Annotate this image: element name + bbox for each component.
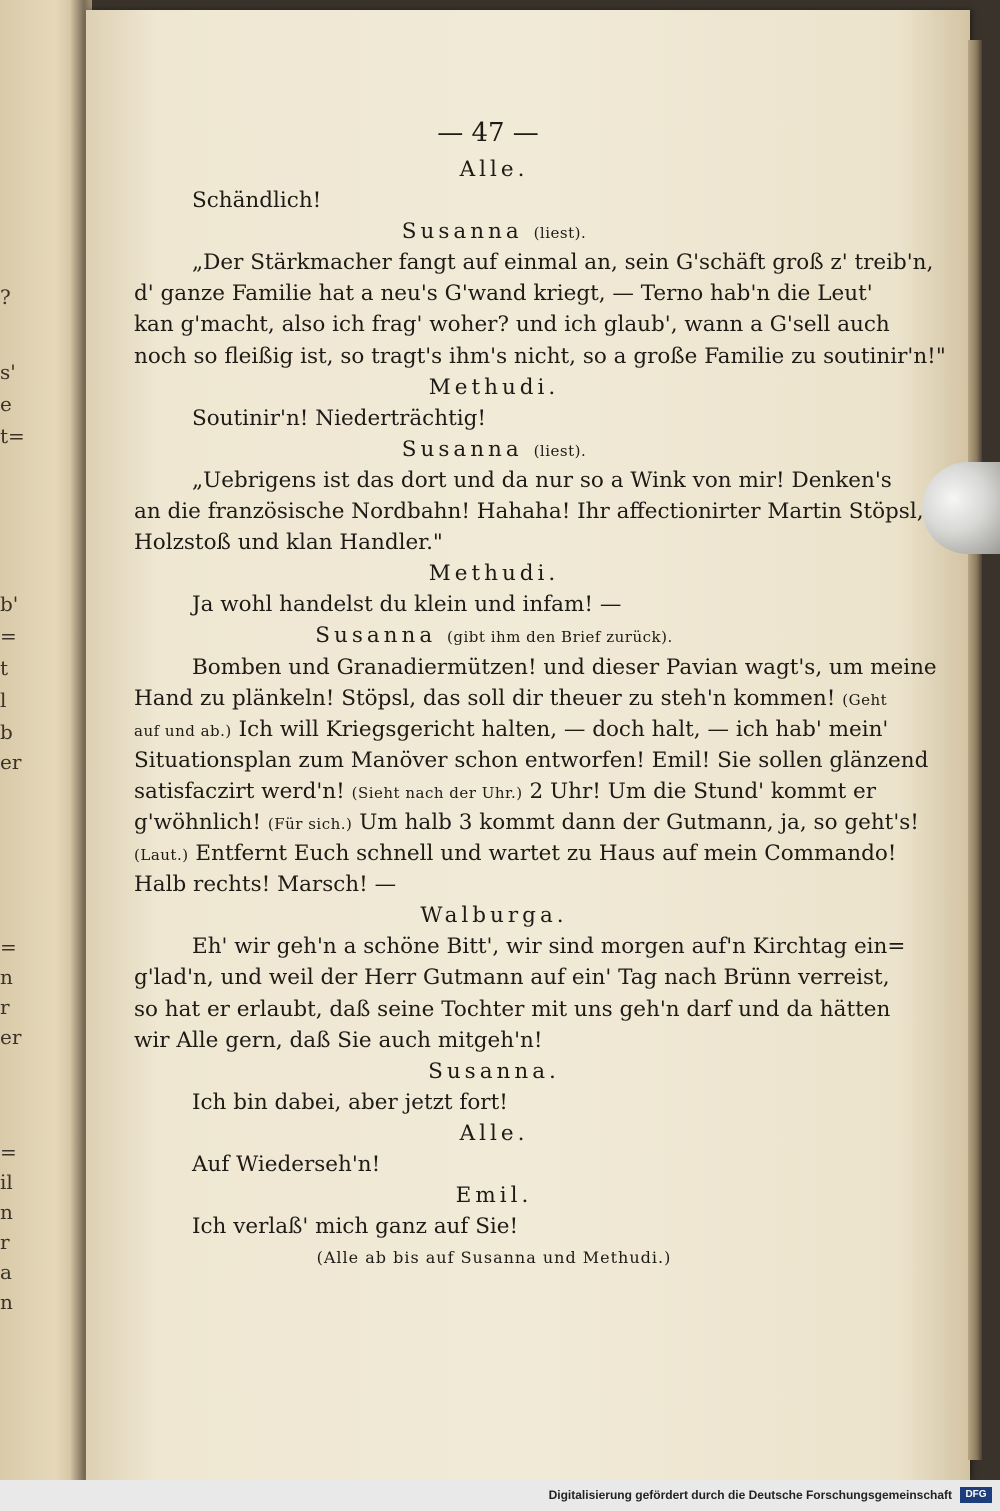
speaker-heading	[134, 216, 854, 247]
line-text: „Der Stärkmacher fangt auf einmal an, sein G'schäft groß z' treib'n,	[192, 250, 934, 276]
line-text: g'lad'n, und weil der Herr Gutmann auf ein' Tag nach Brünn verreist,	[134, 965, 890, 991]
text-line	[134, 1025, 854, 1056]
text-line	[134, 1211, 854, 1242]
line-text: satisfaczirt werd'n!	[134, 778, 345, 804]
stage-direction: (Sieht nach der Uhr.)	[351, 783, 523, 802]
line-text: (Alle ab bis auf Susanna und Methudi.)	[316, 1248, 672, 1268]
left-page-fragment: =	[0, 935, 17, 959]
speaker-heading	[134, 900, 854, 931]
left-page-fragment: a	[0, 1260, 12, 1284]
line-text: Ja wohl handelst du klein und infam! —	[192, 592, 622, 618]
text-line	[134, 527, 854, 558]
line-text: Ich verlaß' mich ganz auf Sie!	[192, 1214, 519, 1240]
line-text: Soutinir'n! Niederträchtig!	[192, 405, 486, 431]
left-page-fragment: er	[0, 750, 22, 774]
page-text	[134, 112, 946, 1273]
line-text: Ich will Kriegsgericht halten, — doch halt, — ich hab' mein'	[238, 716, 889, 742]
left-page-fragment: il	[0, 1170, 13, 1194]
left-page-fragment: r	[0, 1230, 10, 1254]
text-line	[134, 185, 854, 216]
text-line	[134, 745, 929, 776]
text-line	[134, 714, 889, 745]
left-page-fragment: t=	[0, 424, 25, 448]
text-lines	[134, 154, 946, 1273]
text-line	[134, 962, 890, 993]
text-line	[134, 838, 897, 869]
line-text: an die französische Nordbahn! Hahaha! Ihr affectionirter Martin Stöpsl,	[134, 499, 924, 525]
line-text: Alle.	[459, 1120, 529, 1146]
line-text: Entfernt Euch schnell und wartet zu Haus auf mein Commando!	[195, 841, 897, 867]
left-page-fragment: er	[0, 1025, 22, 1049]
text-line	[134, 589, 854, 620]
text-line	[134, 1149, 854, 1180]
text-line	[134, 1087, 854, 1118]
line-text: Halb rechts! Marsch! —	[134, 872, 397, 898]
stage-direction: (liest).	[533, 441, 587, 460]
speaker-heading	[134, 154, 854, 185]
text-line	[134, 309, 890, 340]
left-page-fragment: b	[0, 720, 13, 744]
text-line	[134, 496, 924, 527]
left-page-fragment: =	[0, 1140, 17, 1164]
line-text: Methudi.	[428, 561, 560, 587]
speaker-heading	[134, 558, 854, 589]
line-text: Holzstoß und klan Handler."	[134, 530, 443, 556]
line-text: „Uebrigens ist das dort und da nur so a Wink von mir! Denken's	[192, 467, 892, 493]
left-page-fragment: ?	[0, 285, 11, 309]
text-line	[134, 683, 888, 714]
line-text: 2 Uhr! Um die Stund' kommt er	[529, 778, 877, 804]
speaker-heading	[134, 434, 854, 465]
page-edge	[968, 40, 982, 1460]
left-page-fragment: t	[0, 656, 9, 680]
text-line	[134, 465, 892, 496]
text-line	[134, 994, 891, 1025]
left-page-fragment: n	[0, 1200, 13, 1224]
page-number: — 47 —	[437, 118, 539, 148]
left-page-fragment: b'	[0, 592, 19, 616]
left-page-fragment: r	[0, 995, 10, 1019]
speaker-heading	[134, 1180, 854, 1211]
stage-direction: (Für sich.)	[267, 814, 353, 833]
text-line	[134, 807, 919, 838]
text-line	[134, 278, 873, 309]
text-line	[134, 869, 854, 900]
line-text: Um halb 3 kommt dann der Gutmann, ja, so geht's!	[359, 809, 919, 835]
line-text: Ich bin dabei, aber jetzt fort!	[192, 1089, 508, 1115]
left-page-fragment: l	[0, 688, 7, 712]
text-line	[134, 341, 946, 372]
line-text: Auf Wiederseh'n!	[192, 1152, 381, 1177]
line-text: Susanna.	[428, 1058, 560, 1084]
line-text: Schändlich!	[192, 188, 322, 214]
funding-credit: Digitalisierung gefördert durch die Deutsche Forschungsgemeinschaft	[548, 1488, 952, 1502]
line-text: Susanna	[401, 219, 523, 245]
line-text: Eh' wir geh'n a schöne Bitt', wir sind morgen auf'n Kirchtag ein=	[192, 934, 906, 960]
line-text: Susanna	[315, 623, 437, 649]
left-page-fragment: n	[0, 1290, 13, 1314]
line-text: noch so fleißig ist, so tragt's ihm's nicht, so a große Familie zu soutinir'n!"	[134, 343, 946, 369]
left-page-fragment: =	[0, 624, 17, 648]
line-text: Susanna	[401, 436, 523, 462]
speaker-heading	[134, 1056, 854, 1087]
text-line	[134, 403, 854, 434]
speaker-heading	[134, 1118, 854, 1149]
footer-bar	[0, 1480, 1000, 1511]
line-text: Emil.	[455, 1183, 533, 1209]
line-text: Alle.	[459, 157, 529, 182]
stage-direction: auf und ab.)	[134, 721, 232, 740]
left-page-fragment: s'	[0, 360, 16, 384]
text-line	[134, 776, 877, 807]
left-page-fragment: e	[0, 392, 12, 416]
stage-direction	[134, 1242, 854, 1273]
stage-direction: (Geht	[842, 690, 888, 709]
text-line	[134, 247, 934, 278]
line-text: d' ganze Familie hat a neu's G'wand kriegt, — Terno hab'n die Leut'	[134, 281, 873, 307]
speaker-heading	[134, 620, 854, 651]
line-text: Walburga.	[420, 903, 568, 929]
left-page-fragment: n	[0, 965, 13, 989]
line-text: Bomben und Granadiermützen! und dieser Pavian wagt's, um meine	[192, 654, 937, 680]
stage-direction: (liest).	[533, 224, 587, 243]
line-text: wir Alle gern, daß Sie auch mitgeh'n!	[134, 1027, 543, 1053]
stage-direction: (Laut.)	[134, 846, 189, 865]
line-text: kan g'macht, also ich frag' woher? und ich glaub', wann a G'sell auch	[134, 312, 890, 338]
speaker-heading	[134, 372, 854, 403]
line-text: Methudi.	[428, 374, 560, 400]
line-text: so hat er erlaubt, daß seine Tochter mit uns geh'n darf und da hätten	[134, 996, 891, 1022]
line-text: Hand zu plänkeln! Stöpsl, das soll dir theuer zu steh'n kommen!	[134, 685, 836, 711]
line-text: g'wöhnlich!	[134, 809, 261, 835]
dfg-logo: DFG	[960, 1487, 992, 1503]
stage-direction: (gibt ihm den Brief zurück).	[447, 628, 673, 647]
text-line	[134, 652, 937, 683]
text-line	[134, 931, 906, 962]
line-text: Situationsplan zum Manöver schon entworfen! Emil! Sie sollen glänzend	[134, 747, 929, 773]
